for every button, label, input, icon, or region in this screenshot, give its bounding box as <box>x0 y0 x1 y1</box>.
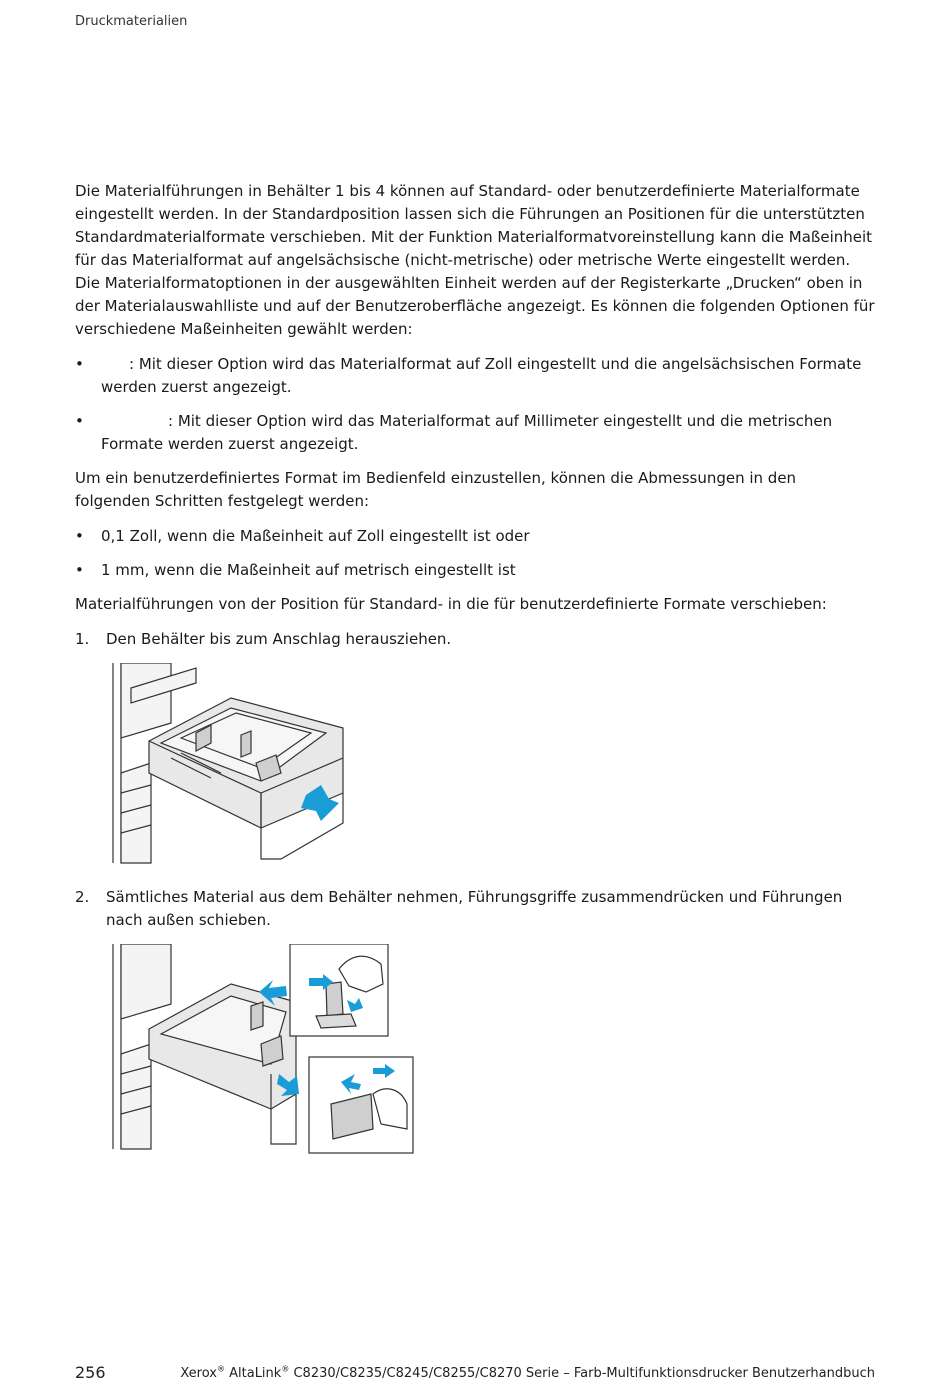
custom-intro-paragraph: Um ein benutzerdefiniertes Format im Bedienfeld einzustellen, können die Abmessungen in den folgenden Schritten festgelegt werden: <box>75 469 797 510</box>
bullet-dot: • <box>75 355 84 373</box>
step-number: 1. <box>75 630 90 648</box>
guide-adjust-illustration <box>111 944 421 1154</box>
footer-brand: Xerox <box>180 1366 217 1381</box>
increment-mm <box>75 559 875 582</box>
increment-inch <box>75 525 875 548</box>
increment-mm-text: 1 mm, wenn die Maßeinheit auf metrisch eingestellt ist <box>101 561 516 579</box>
footer-title: Xerox® AltaLink® C8230/C8235/C8245/C8255/C8270 Serie – Farb-Multifunktionsdrucker Benutzerhandbuch <box>180 1364 875 1381</box>
bullet-dot: • <box>75 527 84 545</box>
step-text: Den Behälter bis zum Anschlag herausziehen. <box>106 630 452 648</box>
step-2 <box>75 886 875 932</box>
bullet-dot: • <box>75 561 84 579</box>
unit-option-metric-text: : Mit dieser Option wird das Materialformat auf Millimeter eingestellt und die metrischen Formate werden zuerst angezeigt. <box>101 412 833 453</box>
page-number: 256 <box>75 1363 106 1382</box>
footer-title-rest: C8230/C8235/C8245/C8255/C8270 Serie – Farb-Multifunktionsdrucker Benutzerhandbuch <box>293 1366 875 1381</box>
tray-pull-out-illustration <box>111 663 351 868</box>
steps-intro-paragraph: Materialführungen von der Position für Standard- in die für benutzerdefinierte Formate verschieben: <box>75 595 827 613</box>
unit-option-metric <box>75 410 875 456</box>
footer-product: AltaLink <box>229 1366 282 1381</box>
unit-option-inch <box>75 353 875 399</box>
increment-inch-text: 0,1 Zoll, wenn die Maßeinheit auf Zoll eingestellt ist oder <box>101 527 530 545</box>
intro-paragraph: Die Materialführungen in Behälter 1 bis 4 können auf Standard- oder benutzerdefinierte Materialformate eingestellt werden. In der Standardposition lassen sich die Führungen an Positionen für die unterstützten Standardmaterialformate verschieben. Mit der Funktion Materialformatvoreinstellung kann die Maßeinheit für das Materialformat auf angelsächsische (nicht-metrische) oder metrische Werte eingestellt werden. Die Materialformatoptionen in der ausgewählten Einheit werden auf der Registerkarte „Drucken“ oben in der Materialauswahlliste und auf der Benutzeroberfläche angezeigt. Es können die folgenden Optionen für verschiedene Maßeinheiten gewählt werden: <box>75 182 875 338</box>
step-text: Sämtliches Material aus dem Behälter nehmen, Führungsgriffe zusammendrücken und Führungen nach außen schieben. <box>106 888 843 929</box>
unit-option-inch-text: : Mit dieser Option wird das Materialformat auf Zoll eingestellt und die angelsächsischen Formate werden zuerst angezeigt. <box>101 355 862 396</box>
step-number: 2. <box>75 888 90 906</box>
page-content <box>75 180 875 1154</box>
running-header: Druckmaterialien <box>75 14 188 29</box>
step-1 <box>75 628 875 651</box>
bullet-dot: • <box>75 412 84 430</box>
